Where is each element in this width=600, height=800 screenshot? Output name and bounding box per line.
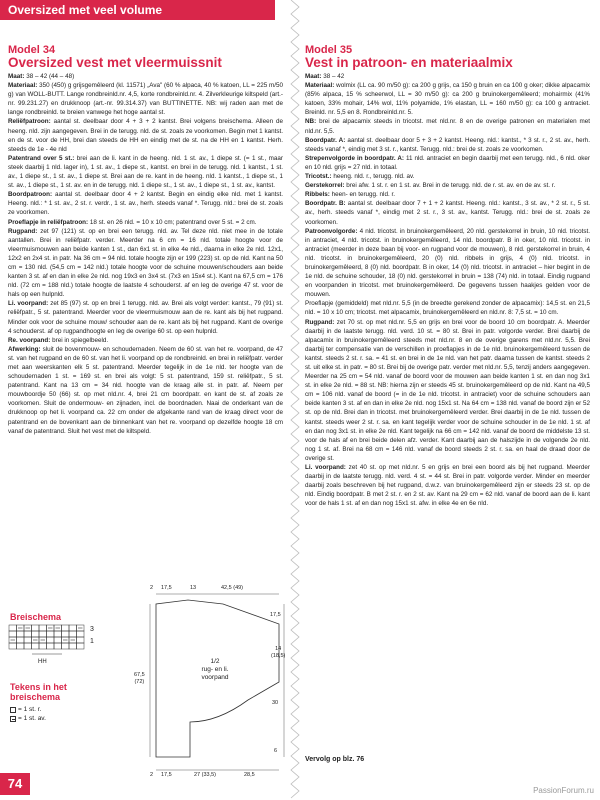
section-banner-title: Oversized met veel volume [8, 3, 163, 17]
grid-cell [54, 637, 62, 643]
column-divider-zigzag [289, 0, 301, 800]
dim-bot-2: 2 [150, 772, 154, 778]
tekens-title: Tekens in het breischema [10, 682, 67, 702]
paragraph: Patentrand over 5 st.: brei aan de li. kant in de heeng. nld. 1 st. av., 1 diepe st. (= 1 st., maar steek daarbij 1 nld. lager in), 1 st. av., 1 diepe st., kantst. en brei in de terugg. nld. 1 kantst., 1 st. av., 1 diepe st., 1 st. av., 1 diepe st. Brei aan de re. kant in de heeng. nld. 1 kantst., 1 diepe st., 1 st. av., 1 diepe st., 1 st. av. en in de terugg. nld. 1 diepe st., 1 st. av., 1 diepe st., 1 st. av., kantst. [8, 154, 283, 190]
paragraph: Li. voorpand: zet 85 (97) st. op en brei 1 terugg. nld. av. Brei als volgt verder: kantst., 79 (91) st. reliëfpatr., 5 st. patentrand. Meerder voor de vleermuismouw aan de re. kant als bij het rugpand. Minder ook voor de schuine mouw/ schouder aan de re. kant als bij het rugpand. Kant de overige 4 schouderst. af op rugpandhoogte en leg de overige 60 st. op een hulpnld. [8, 300, 283, 335]
paragraph: Patroonvolgorde: 4 nld. tricotst. in bruinokergemêleerd, 20 nld. gerstekorrel in bruin, 10 nld. tricotst. in antraciet, 4 nld. tricotst. in bruinokergemêleerd, 14 nld. boordpatr. B in oker, 10 nld. tricotst. in antraciet (meerder in deze baan bij voor- en rugpand voor de mouwen), 8 nld. gerstekorrel in bruin, 4 nld. tricotst. in bruinokergemêleerd, 20 (0) nld. ribbels in grijs, 4 (0) nld. tricotst. in bruinokergemêleerd, 8 (0) nld. boordpatr. B in oker, 14 (0) nld. tricotst. in antraciet – hier begint in de 1e nld. de schuine schouder, 18 (0) nld. gerstekorrel in bruin = 138 (74) nld. in totaal. Eindig rugpand en voorpanden in tricotst. met bruinokergemêleerd. De gegevens tussen haakjes gelden voor de mouwen. [305, 227, 590, 299]
dim-right-30: 30 [272, 700, 279, 706]
grid-cell [17, 637, 25, 643]
breischema-grid [8, 624, 86, 666]
dim-top-13: 13 [190, 585, 197, 591]
grid-cell [62, 631, 70, 637]
paragraph: Boordpatr. A: aantal st. deelbaar door 5 + 3 + 2 kantst. Heeng. nld.: kantst., * 3 st. r., 2 st. av., herh. steeds vanaf *, eindig met 3 st. r., kantst. Terugg. nld.: brei de st. zoals ze voorkomen. [305, 136, 590, 153]
dim-right-14 [271, 646, 285, 660]
grid-cell [9, 643, 17, 649]
model-34-title: Oversized vest met vleermuissnit [8, 55, 222, 70]
grid-cell [47, 631, 55, 637]
dim-bot-17-5: 17,5 [161, 772, 172, 778]
breischema-row-1: 1 [90, 638, 94, 645]
grid-cell [24, 631, 32, 637]
paragraph: Gerstekorrel: brei afw. 1 st. r. en 1 st. av. Brei in de terugg. nld. de r. st. av. en de av. st. r. [305, 182, 556, 190]
dim-top-42-5: 42,5 (49) [221, 585, 244, 591]
grid-cell [77, 643, 85, 649]
grid-cell [54, 643, 62, 649]
dim-right-17-5: 17,5 [270, 612, 281, 618]
grid-cell [9, 631, 17, 637]
breischema-hh: HH [38, 659, 47, 665]
model-35-column [305, 44, 590, 509]
grid-cell [39, 625, 47, 631]
paragraph: Proeflapje in reliëfpatroon: 18 st. en 26 nld. = 10 x 10 cm; patentrand over 5 st. = 2 cm. [8, 218, 257, 226]
schematic-label-1: 1/2 [210, 658, 220, 665]
breischema-row-3: 3 [90, 626, 94, 633]
grid-cell [54, 631, 62, 637]
legend-purl-swatch [10, 716, 16, 722]
paragraph: Maat: 38 – 42 (44 – 48) [8, 73, 75, 80]
legend-knit-swatch [10, 707, 16, 713]
schematic-label-3: voorpand [201, 674, 229, 681]
grid-cell [69, 631, 77, 637]
schematic-label [195, 658, 235, 682]
model-34-column [8, 44, 283, 436]
grid-cell [32, 643, 40, 649]
paragraph: Afwerking: sluit de bovenmouw- en schoudernaden. Neem de 60 st. van het re. voorpand, de 47 st. van het rugpand en de 60 st. van het li. voorpand op de rondbreinld. en brei in reliëfpatr. verder met aan weerskanten elk 5 st. patentrand. Meerder tegelijk in de 1e nld. ter hoogte van de schoudernaden 1 st. = 169 st. en brei als volgt: 5 st. patentrand, 159 st. reliëfpatr., 5 st. patentrand. Kant na 13 cm = 34 nld. hoogte van de kraag alle st. in patr. af. Neem per mouwboordje 50 (66) st. op met nld.nr. 4, brei 21 cm boordpatr. en kant de st. af zoals ze voorkomen. Sluit de ondermouw- en zijnaden, incl. de boordnaden. Naai de onderkant van de drukknoop op het li. voorpand ca. 22 cm onder de afgekante rand van de kraag direct voor de patentrand en de bovenkant aan de binnenkant van het re. voorpand op dezelfde hoogte 18 cm vanaf de patentrand. Sluit het vest met de kiltspeld. [8, 345, 283, 435]
continued-note: Vervolg op blz. 76 [305, 756, 365, 763]
legend-knit-label: = 1 st. r. [18, 706, 42, 713]
section-banner [0, 0, 275, 20]
dim-bot-28-5: 28,5 [244, 772, 255, 778]
grid-cell [62, 625, 70, 631]
grid-cell [77, 631, 85, 637]
model-34-label: Model 34 [8, 44, 56, 56]
paragraph: Boordpatr. B: aantal st. deelbaar door 7 + 1 + 2 kantst. Heeng. nld.: kantst., 3 st. av., * 2 st. r., 5 st. av., herh. steeds vanaf *, eindig met 2 st. r., 3 st. av., kantst. Terugg. nld.: brei de st. zoals ze voorkomen. [305, 200, 590, 226]
paragraph: Ribbels: heen- en terugg. nld. r. [305, 191, 395, 199]
paragraph: Materiaal: wolmix (LL ca. 90 m/50 g): ca 200 g grijs, ca 150 g bruin en ca 100 g oker; dikke alpacamix (85% alpaca, 15 % scheerwol, LL = 30 m/50 g): ca 200 g bruinokergemêleerd; mohairmix (41% katoen, 33% mohair, 14% wol, 11% polyamide, 1% elastan, LL = 160 m/50 g): ca 100 g antraciet. Breinld. nr. 5,5 en 8. Rondbreinld.nr. 5. [305, 82, 590, 117]
legend-purl-label: = 1 st. av. [18, 715, 46, 722]
page-number: 74 [0, 773, 30, 795]
grid-cell [39, 631, 47, 637]
grid-cell [47, 637, 55, 643]
grid-cell [39, 643, 47, 649]
grid-cell [17, 643, 25, 649]
paragraph: Tricotst.: heeng. nld. r., terugg. nld. av. [305, 173, 415, 181]
paragraph: Proeflapje (gemiddeld) met nld.nr. 5,5 (in de breedte gerekend zonder de alpacamix): 14,5 st. en 21,5 nld. = 10 x 10 cm; tricotst. met alpacamix, bruinokergemêleerd en nld.nr. 8: 7,5 st. = 10 cm. [305, 300, 590, 317]
model-35-body [305, 72, 590, 509]
grid-cell [9, 625, 17, 631]
dim-bot-27: 27 (33,5) [194, 772, 217, 778]
legend-knit [10, 706, 41, 713]
schematic-pattern-piece [148, 582, 288, 782]
grid-cell [77, 637, 85, 643]
dim-right-6: 6 [274, 748, 278, 754]
grid-cell [24, 637, 32, 643]
schematic-label-2: rug- en li. [201, 666, 229, 673]
grid-cell [24, 643, 32, 649]
dim-left-67-5-value: 67,5 [134, 672, 145, 678]
dim-right-14-value: 14 [275, 646, 282, 652]
model-34-body [8, 72, 283, 436]
paragraph: NB: brei de alpacamix steeds in tricotst. met nld.nr. 8 en de overige patronen en materialen met nld.nr. 5,5. [305, 118, 590, 135]
paragraph: Li. voorpand: zet 40 st. op met nld.nr. 5 en grijs en brei een boord als bij het rugpand. Meerder daarbij in de laatste terugg. nld. verd. 4 st. = 44 st. Brei in patr. volgorde verder. Minder en meerder daarbij zoals beschreven bij het rugpand, d.w.z. van bruinokergemêleerd zijn er steeds 23 st. op de nld. Eindig boordpatr. B met 2 st. r. en 2 st. av. Kant na 29 cm = 62 nld. vanaf de boord aan de li. kant voor de hals 1 st. af en dan nog 15x1 st. afw. in elke 4e en 6e nld. [305, 464, 590, 508]
paragraph: Rugpand: zet 70 st. op met nld.nr. 5,5 en grijs en brei voor de boord 10 cm boordpatr. A. Meerder daarbij in de laatste terugg. nld. verd. 10 st. = 80 st. Brei in patr. volgorde verder. Brei daarbij de alpacamix in bruinokergemêleerd steeds met nld.nr. 8 en de overige garens met nld.nr. 5,5. Brei daarbij ter compensatie van de verschillen in proeflapjes in de 1e nld. bruinokergemêleerd tussen de kantst. steeds 2 st. r. sa. = 41 st. en brei in de 1e nld. van het patr. daarna tussen de kantst. steeds 2 st. uit elke st. in patr. = 80 st. Brei bij de overige patr. verder met nld.nr. 5,5, tenzij anders aangegeven. Meerder na 25 cm = 54 nld. vanaf de boord voor de mouwen aan beide kanten 1 st. en dan nog 3x1 st. in elke 2e nld. = 88 st. NB: hierna zijn er steeds 45 st. bruinokergemêleerd op de nld. Kant na 49,5 cm = 106 nld. vanaf de boord (= in de 1e nld. tricotst. in antraciet) voor de schuine schouders aan beide kanten 3 st. af en dan in elke 2e nld. nog 15x1 st. Na 64 cm = 138 nld. vanaf de boord zijn er 52 st. op de nld. Brei dan in tricotst. met bruinokergemêleerd verder. Brei daarbij in de 1e nld. tussen de kantst. steeds weer 2 st. r. sa. en kant tegelijk verder voor de schuine schouder in de 1e nld. 1 st. af en dan nog 3x1 st. in elke 2e nld. Kant tegelijk na 66 cm = 142 nld. vanaf de boord de middelste 13 st. voor de hals af en brei beide delen afz. verder. Kant daarbij aan de halszijde in de volgende 2e nld. nog 1 st. af. Brei na 68 cm = 146 nld. vanaf de boord steeds 2 st. r. sa. en haal de draad door de overige st. [305, 318, 590, 462]
grid-cell [69, 643, 77, 649]
grid-cell [69, 625, 77, 631]
knitting-diagram [8, 582, 286, 782]
breischema-title: Breischema [10, 612, 62, 622]
model-35-title: Vest in patroon- en materiaalmix [305, 55, 513, 70]
legend-purl [10, 715, 46, 722]
model-35-label: Model 35 [305, 44, 353, 56]
paragraph: Maat: 38 – 42 [305, 73, 345, 80]
grid-cell [32, 625, 40, 631]
grid-cell [62, 643, 70, 649]
paragraph: Materiaal: 350 (450) g grijsgemêleerd (kl. 11571) „Ava" (60 % alpaca, 40 % katoen, LL = 225 m/50 g) van WOLL-BUTT. Lange rondbreinld.nr. 4,5, korte rondbreinld.nr. 4. Zilverkleurige kiltspeld (art.-nr. 99.231.27) en drukknoop (art.-nr. 99.314.37) van BUTTINETTE. NB: wij raden aan met de lange rondbreinld. te breien vanwege het hoge aantal st. [8, 82, 283, 117]
paragraph: Reliëfpatroon: aantal st. deelbaar door 4 + 3 + 2 kantst. Brei volgens breischema. Alleen de heeng. nld. zijn aangegeven. Brei in de terugg. nld. de st. zoals ze voorkomen. Begin met 1 kantst. en de st. voor de HH, brei dan steeds de HH en eindig met de st. na de HH en 1 kantst. Herh. steeds de 1e - 4e nld [8, 118, 283, 153]
paragraph: Re. voorpand: brei in spiegelbeeld. [8, 336, 109, 344]
grid-cell [32, 631, 40, 637]
watermark: PassionForum.ru [533, 786, 594, 795]
dim-top-17-5: 17,5 [161, 585, 172, 591]
grid-cell [47, 643, 55, 649]
dim-right-18-5-value: (18,5) [271, 653, 286, 659]
dim-left-67-5 [134, 672, 145, 686]
paragraph: Strepenvolgorde in boordpatr. A: 11 nld. antraciet en begin daarbij met een terugg. nld., 6 nld. oker en 10 nld. grijs = 27 nld. in totaal. [305, 154, 590, 171]
paragraph: Boordpatroon: aantal st. deelbaar door 4 + 2 kantst. Begin en eindig elke nld. met 1 kantst. Heeng. nld.: * 1 st. av., 2 st. r. verdr., 1 st. av., herh. steeds vanaf *. Terugg. nld.: brei de st. zoals ze voorkomen. [8, 191, 283, 217]
dim-left-72-value: (72) [134, 679, 145, 685]
grid-cell [17, 631, 25, 637]
paragraph: Rugpand: zet 97 (121) st. op en brei een terugg. nld. av. Tel deze nld. niet mee in de totale aantallen. Brei in reliëfpatr. verder. Meerder na 6 cm = 16 nld. totale hoogte voor de vleermuismouwen aan beide kanten 1 st., dan 6x1 st. in elke 4e nld., daarna in elke 2e nld. 12x1, 12x2 en 2x4 st. in patr. Na 36 cm = 94 nld. totale hoogte zijn er 199 (223) st. op de nld. Kant na 50 cm = 130 nld. (54,5 cm = 142 nld.) totale hoogte voor de schuine mouwen/schouders aan beide kanten 3 st. af en dan in elke 2e nld. nog 19x3 en 3x4 st. (7x3 en 15x4 st.). Kant na 67,5 cm = 176 nld. (72 cm = 188 nld.) totale hoogte de laatste 4 schouderst. af en leg de overige 47 st. voor de hals op een hulpnld. [8, 227, 283, 299]
dim-top-2: 2 [150, 585, 154, 591]
